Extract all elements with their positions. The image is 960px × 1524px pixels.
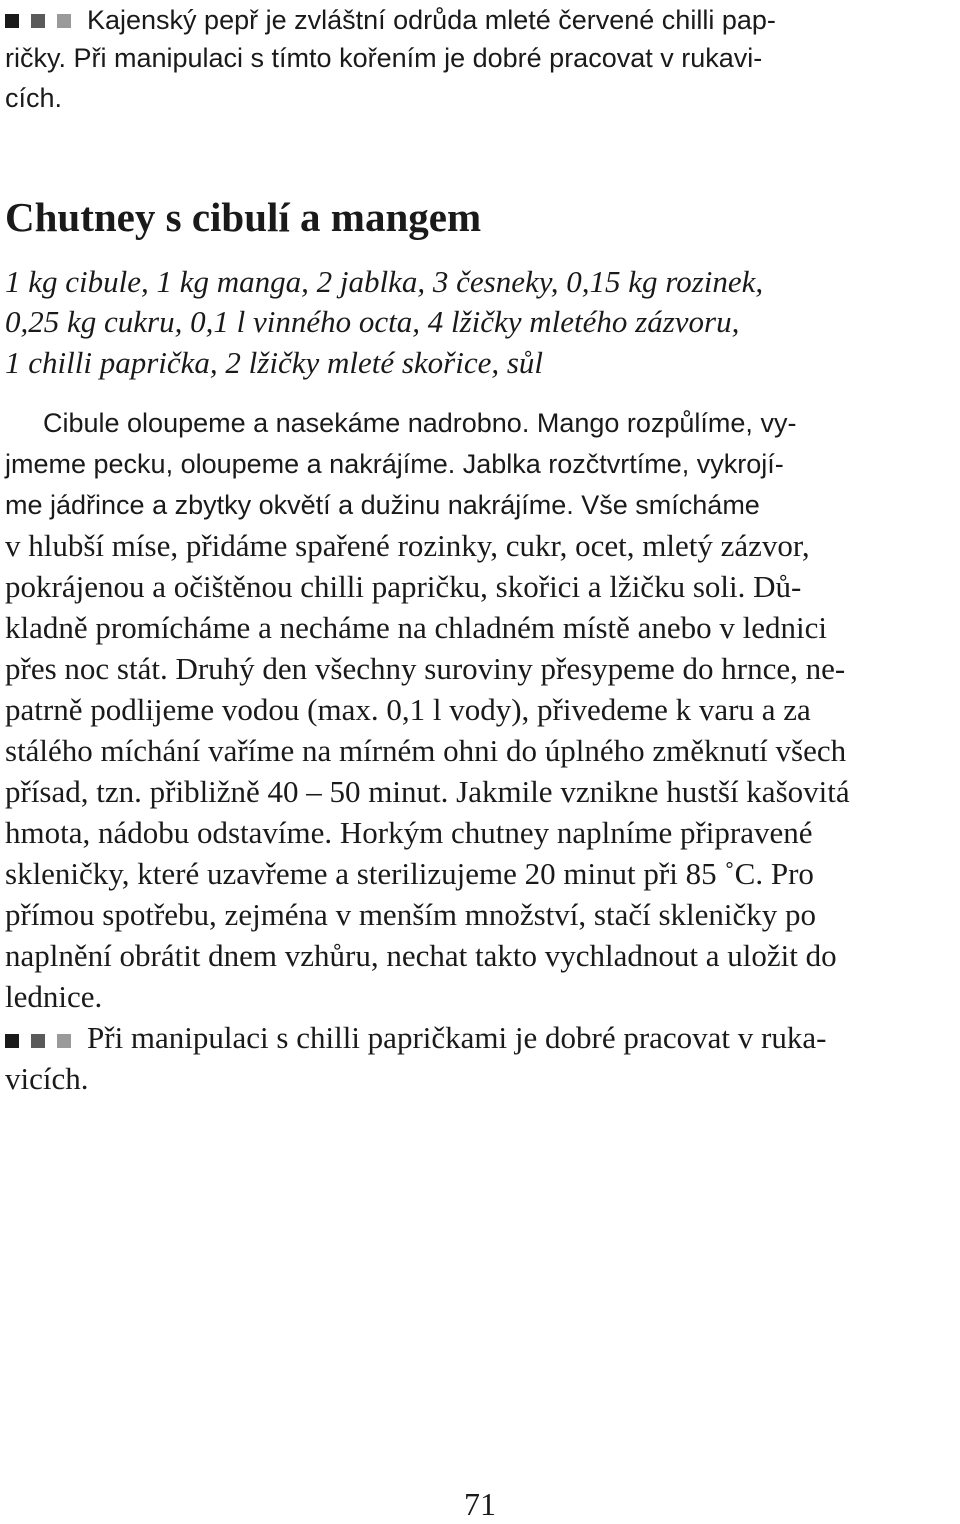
instructions-line-13: přímou spotřebu, zejména v menším množství, stačí skleničky po [5, 897, 817, 932]
instructions-line-3: me jádřince a zbytky okvětí a dužinu nakrájíme. Vše smícháme [5, 490, 760, 520]
instructions-line-8: patrně podlijeme vodou (max. 0,1 l vody), přivedeme k varu a za [5, 692, 811, 727]
instructions-line-11: hmota, nádobu odstavíme. Horkým chutney naplníme připravené [5, 815, 813, 850]
recipe-title: Chutney s cibulí a mangem [5, 194, 482, 240]
note-top-text-1: Kajenský pepř je zvláštní odrůda mleté červené chilli pap- [87, 5, 776, 35]
instructions-line-10: přísad, tzn. přibližně 40 – 50 minut. Jakmile vznikne hustší kašovitá [5, 774, 850, 809]
instructions-line-6: kladně promícháme a necháme na chladném místě anebo v lednici [5, 610, 828, 645]
note-top-line-1 [5, 0, 955, 40]
bullet-squares-icon [5, 1018, 75, 1058]
instructions-line-9: stálého míchání vaříme na mírném ohni do úplného změknutí všech [5, 733, 847, 768]
instructions-line-4: v hlubší míse, přidáme spařené rozinky, cukr, ocet, mletý zázvor, [5, 528, 810, 563]
page-number: 71 [464, 1486, 496, 1522]
note-bottom-line-1 [5, 1018, 955, 1058]
instructions-line-7: přes noc stát. Druhý den všechny suroviny přesypeme do hrnce, ne- [5, 651, 846, 686]
instructions-line-15: lednice. [5, 979, 103, 1014]
ingredients-line-3: 1 chilli paprička, 2 lžičky mleté skořice, sůl [5, 345, 544, 380]
ingredients-line-2: 0,25 kg cukru, 0,1 l vinného octa, 4 lžičky mletého zázvoru, [5, 304, 740, 339]
instructions-line-14: naplnění obrátit dnem vzhůru, nechat takto vychladnout a uložit do [5, 938, 837, 973]
instructions-line-2: jmeme pecku, oloupeme a nakrájíme. Jablka rozčtvrtíme, vykrojí- [5, 449, 784, 479]
note-top-line-2: ričky. Při manipulaci s tímto kořením je dobré pracovat v rukavi- [5, 43, 763, 73]
instructions-line-12: skleničky, které uzavřeme a sterilizujeme 20 minut při 85 ˚C. Pro [5, 856, 814, 891]
instructions-line-1: Cibule oloupeme a nasekáme nadrobno. Mango rozpůlíme, vy- [43, 408, 797, 438]
instructions-line-5: pokrájenou a očištěnou chilli papričku, skořici a lžičku soli. Dů- [5, 569, 802, 604]
ingredients-line-1: 1 kg cibule, 1 kg manga, 2 jablka, 3 česneky, 0,15 kg rozinek, [5, 264, 764, 299]
note-bottom-line-2: vicích. [5, 1061, 89, 1096]
bullet-squares-icon [5, 0, 75, 39]
note-top-line-3: cích. [5, 83, 63, 113]
note-bottom-text-1: Při manipulaci s chilli papričkami je dobré pracovat v ruka- [87, 1020, 827, 1055]
